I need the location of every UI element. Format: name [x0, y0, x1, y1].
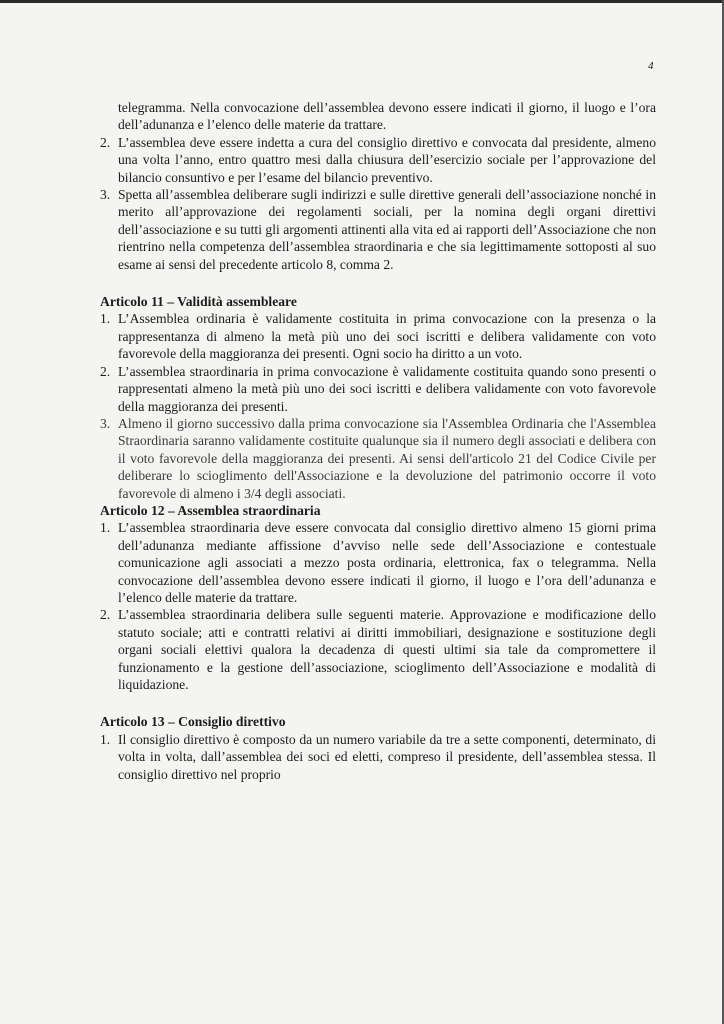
item-number: 1.: [100, 731, 111, 747]
item-number: 3.: [100, 415, 111, 431]
item-number: 2.: [100, 607, 111, 623]
item-text: L’assemblea straordinaria delibera sulle seguenti materie. Approvazione e modificazione dello statuto sociale; atti e contratti relativi ai diritti immobiliari, designazione e sostituzione degli organi sociali elettivi qualora la decadenza di questi ultimi sia tale da compromettere il funzionamento e la gestione dell’associazione, scioglimento dell’Associazione e modalità di liquidazione.: [118, 607, 656, 692]
list-item: [100, 363, 656, 415]
item-text: Almeno il giorno successivo dalla prima convocazione sia l'Assemblea Ordinaria che l'Assemblea Straordinaria saranno validamente costituite qualunque sia il numero degli associati e delibera con il voto favorevole della maggioranza dei presenti. Ai sensi dell'articolo 21 del Codice Civile per deliberare lo scioglimento dell'Associazione e la devoluzione del patrimonio occorre il voto favorevole di almeno i 3/4 degli associati.: [118, 415, 656, 501]
section-gap: [100, 273, 656, 293]
list-item: [100, 310, 656, 362]
section-gap: [100, 693, 656, 713]
list-item: [100, 134, 656, 186]
list-item: [100, 186, 656, 273]
list-item: [100, 519, 656, 606]
document-body: [100, 99, 656, 783]
item-text: L’assemblea straordinaria deve essere convocata dal consiglio direttivo almeno 15 giorni prima dell’adunanza mediante affissione d’avviso nelle sede dell’Associazione e contestuale comunicazione agli associati a mezzo posta ordinaria, elettronica, fax o telegramma. Nella convocazione dell’assemblea devono essere indicati il giorno, il luogo e l’ora dell’adunanza e l’elenco delle materie da trattare.: [118, 520, 656, 605]
item-text: L’Assemblea ordinaria è validamente costituita in prima convocazione con la presenza o la rappresentanza di almeno la metà più uno dei soci iscritti e delibera validamente con voto favorevole della maggioranza dei presenti. Ogni socio ha diritto a un voto.: [118, 311, 656, 362]
item-number: 1.: [100, 520, 111, 536]
item-text: Spetta all’assemblea deliberare sugli indirizzi e sulle direttive generali dell’associazione nonché in merito all’approvazione dei regolamenti sociali, per la nomina degli organi direttivi dell’associazione e su tutti gli argomenti attinenti alla vita ed ai rapporti dell’Associazione che non rientrino nella competenza dell’assemblea straordinaria e che sia legittimamente sottoposti al suo esame ai sensi del precedente articolo 8, comma 2.: [118, 187, 656, 272]
continued-paragraph: telegramma. Nella convocazione dell’assemblea devono essere indicati il giorno, il luogo e l’ora dell’adunanza e l’elenco delle materie da trattare.: [118, 100, 656, 133]
item-text: L’assemblea straordinaria in prima convocazione è validamente costituita quando sono presenti o rappresentati almeno la metà più uno dei soci iscritti e delibera validamente con voto favorevole della maggioranza dei presenti.: [118, 363, 656, 414]
article-12-heading: Articolo 12 – Assemblea straordinaria: [100, 502, 321, 518]
page-top-edge: [0, 0, 724, 3]
item-number: 2.: [100, 363, 111, 379]
list-item: [100, 731, 656, 783]
item-number: 2.: [100, 134, 111, 150]
page-number: 4: [648, 60, 654, 72]
article-13-heading: Articolo 13 – Consiglio direttivo: [100, 714, 286, 730]
list-item: [100, 606, 656, 693]
list-item: [100, 415, 656, 502]
item-text: L’assemblea deve essere indetta a cura del consiglio direttivo e convocata dal presidente, almeno una volta l’anno, entro quattro mesi dalla chiusura dell’esercizio sociale per l’approvazione del bilancio consuntivo e per l’esame del bilancio preventivo.: [118, 134, 656, 185]
article-11-heading: Articolo 11 – Validità assembleare: [100, 294, 297, 310]
item-number: 1.: [100, 311, 111, 327]
item-text: Il consiglio direttivo è composto da un numero variabile da tre a sette componenti, determinato, di volta in volta, dall’assemblea dei soci ed eletti, compreso il presidente, dell’assemblea stessa. Il consiglio direttivo nel proprio: [118, 731, 656, 782]
item-number: 3.: [100, 187, 111, 203]
